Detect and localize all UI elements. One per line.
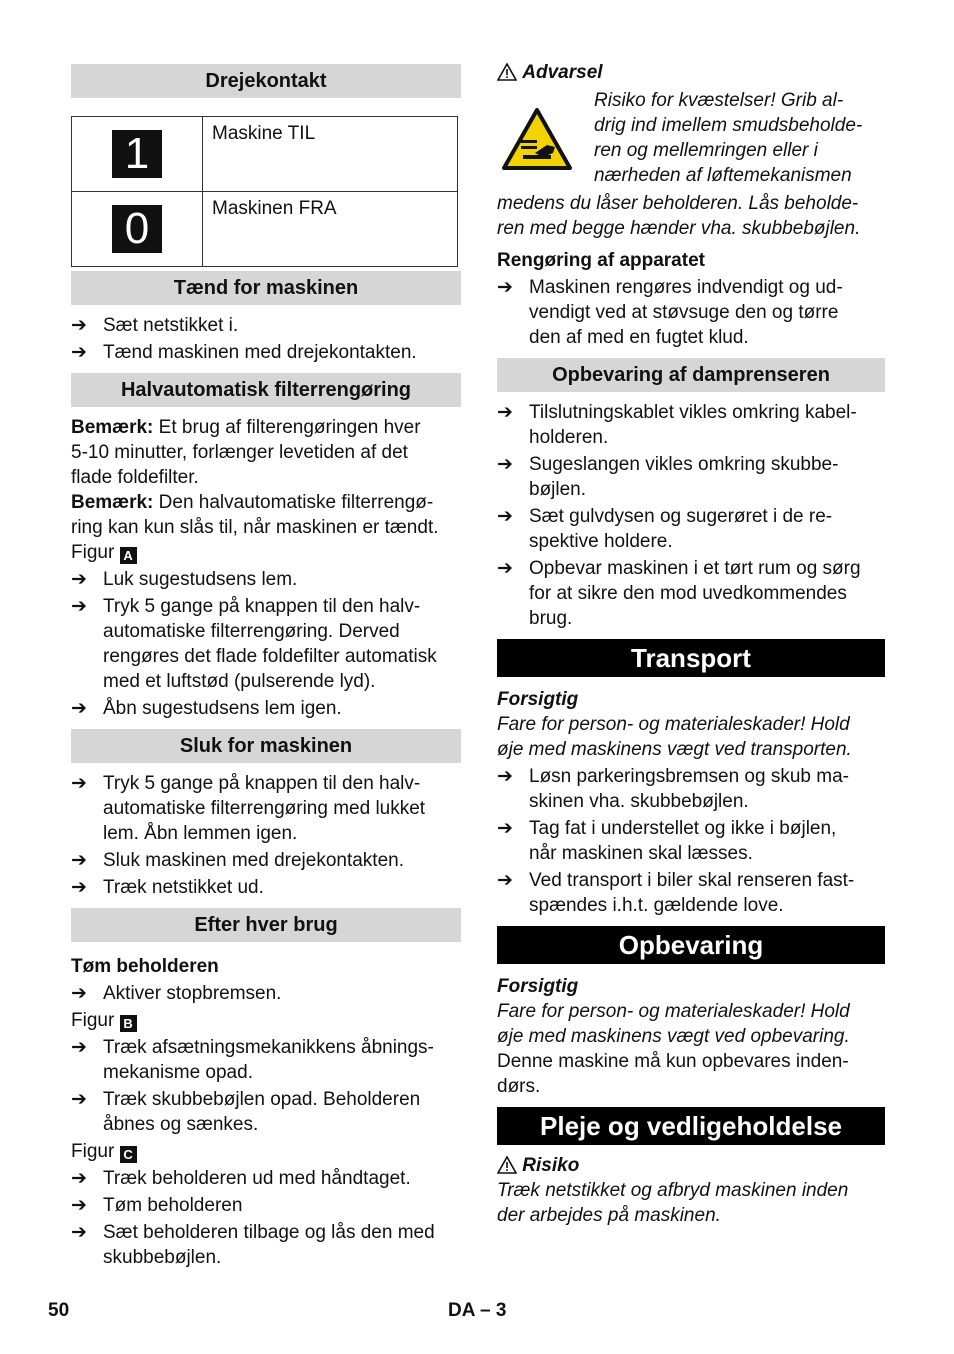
arrow-icon: ➔ <box>71 596 87 617</box>
arrow-icon: ➔ <box>71 773 87 794</box>
arrow-icon: ➔ <box>71 1037 87 1058</box>
list-item: ➔ Sæt beholderen tilbage og lås den med skubbebøjlen. <box>71 1222 435 1268</box>
arrow-icon: ➔ <box>71 1195 87 1216</box>
figure-a-icon: A <box>120 547 137 564</box>
switch-row-off <box>72 192 458 267</box>
arrow-icon: ➔ <box>497 558 513 579</box>
list-item: ➔ Ved transport i biler skal renseren fast- spændes i.h.t. gældende love. <box>497 870 855 916</box>
arrow-icon: ➔ <box>497 766 513 787</box>
figure-c-icon: C <box>120 1146 137 1163</box>
arrow-icon: ➔ <box>71 698 87 719</box>
symbol-off-icon: 0 <box>112 205 162 253</box>
list-item: ➔ Tøm beholderen <box>71 1195 243 1216</box>
list-item: ➔ Træk beholderen ud med håndtaget. <box>71 1168 411 1189</box>
warning-text-continued: medens du låser beholderen. Lås beholde- ren med begge hænder vha. skubbebøjlen. <box>497 193 861 239</box>
switch-off-label: Maskinen FRA <box>203 192 458 267</box>
list-item: ➔ Sluk maskinen med drejekontakten. <box>71 850 404 871</box>
list-item: ➔ Tilslutningskablet vikles omkring kabel- holderen. <box>497 402 857 448</box>
list-item: ➔ Luk sugestudsens lem. <box>71 569 298 590</box>
figure-b-icon: B <box>120 1015 137 1032</box>
arrow-icon: ➔ <box>497 818 513 839</box>
heading-switch: Drejekontakt <box>71 64 461 98</box>
list-item: ➔ Tag fat i understellet og ikke i bøjlen, når maskinen skal læsses. <box>497 818 837 864</box>
switch-row-on <box>72 117 458 192</box>
warning-triangle-icon <box>497 63 517 81</box>
filter-steps <box>71 567 461 721</box>
risk-text: Træk netstikket og afbryd maskinen inden der arbejdes på maskinen. <box>497 1180 849 1226</box>
transport-steps <box>497 764 885 918</box>
on-steps <box>71 313 461 365</box>
figure-ref-c: Figur C <box>71 1139 461 1164</box>
arrow-icon: ➔ <box>71 1222 87 1243</box>
note-1: Bemærk: Et brug af filterengøringen hver 5-10 minutter, forlænger levetiden af det flade foldefilter. <box>71 417 421 488</box>
caution-storage-text: Fare for person- og materialeskader! Hold øje med maskinens vægt ved opbevaring. <box>497 1001 850 1047</box>
arrow-icon: ➔ <box>71 342 87 363</box>
list-item: ➔ Sæt netstikket i. <box>71 315 239 336</box>
arrow-icon: ➔ <box>497 506 513 527</box>
arrow-icon: ➔ <box>497 277 513 298</box>
list-item: ➔ Træk afsætningsmekanikkens åbnings- mekanisme opad. <box>71 1037 434 1083</box>
arrow-icon: ➔ <box>71 1168 87 1189</box>
heading-on: Tænd for maskinen <box>71 271 461 305</box>
arrow-icon: ➔ <box>71 569 87 590</box>
heading-storage: Opbevaring <box>497 926 885 964</box>
switch-table <box>71 116 458 267</box>
heading-off: Sluk for maskinen <box>71 729 461 763</box>
arrow-icon: ➔ <box>71 983 87 1004</box>
list-item: ➔ Opbevar maskinen i et tørt rum og sørg for at sikre den mod uvedkommendes brug. <box>497 558 861 629</box>
list-item: ➔ Træk netstikket ud. <box>71 877 264 898</box>
left-column <box>71 60 461 1272</box>
cleaning-title: Rengøring af apparatet <box>497 250 705 271</box>
warning-heading: Advarsel <box>497 60 885 85</box>
list-item: ➔ Maskinen rengøres indvendigt og ud- vendigt ved at støvsuge den og tørre den af med en fugtet klud. <box>497 277 843 348</box>
store-steps <box>497 400 885 631</box>
warning-triangle-icon <box>497 1156 517 1174</box>
storage-text: Denne maskine må kun opbevares inden- dørs. <box>497 1051 849 1097</box>
arrow-icon: ➔ <box>497 402 513 423</box>
arrow-icon: ➔ <box>71 1089 87 1110</box>
list-item: ➔ Tryk 5 gange på knappen til den halv- automatiske filterrengøring med lukket lem. Åbn lemmen igen. <box>71 773 426 844</box>
list-item: ➔ Løsn parkeringsbremsen og skub ma- skinen vha. skubbebøjlen. <box>497 766 849 812</box>
heading-store-steam: Opbevaring af damprenseren <box>497 358 885 392</box>
note-2: Bemærk: Den halvautomatiske filterrengø- ring kan kun slås til, når maskinen er tændt. <box>71 492 439 538</box>
list-item: ➔ Tænd maskinen med drejekontakten. <box>71 342 417 363</box>
heading-after-use: Efter hver brug <box>71 908 461 942</box>
symbol-on-icon: 1 <box>112 130 162 178</box>
heading-transport: Transport <box>497 639 885 677</box>
cleaning-steps <box>497 275 885 350</box>
arrow-icon: ➔ <box>71 877 87 898</box>
warning-block: Risiko for kvæstelser! Grib al- drig ind imellem smudsbeholde- ren og mellemringen eller i nærheden af løftemekanismen <box>497 85 885 185</box>
heading-care: Pleje og vedligeholdelse <box>497 1107 885 1145</box>
list-item: ➔ Aktiver stopbremsen. <box>71 983 282 1004</box>
arrow-icon: ➔ <box>71 315 87 336</box>
heading-filter: Halvautomatisk filterrengøring <box>71 373 461 407</box>
list-item: ➔ Åbn sugestudsens lem igen. <box>71 698 342 719</box>
figure-c-steps <box>71 1166 461 1270</box>
list-item: ➔ Sæt gulvdysen og sugerøret i de re- spektive holdere. <box>497 506 833 552</box>
caution-transport-title: Forsigtig <box>497 689 579 710</box>
risk-heading: Risiko <box>497 1153 885 1178</box>
off-steps <box>71 771 461 900</box>
arrow-icon: ➔ <box>497 870 513 891</box>
figure-ref-b: Figur B <box>71 1008 461 1033</box>
arrow-icon: ➔ <box>71 850 87 871</box>
hand-crush-warning-icon <box>501 107 573 171</box>
page-code: DA – 3 <box>448 1300 507 1321</box>
list-item: ➔ Sugeslangen vikles omkring skubbe- bøjlen. <box>497 454 839 500</box>
figure-ref-a: Figur A <box>71 540 461 565</box>
list-item: ➔ Tryk 5 gange på knappen til den halv- automatiske filterrengøring. Derved rengøres det flade foldefilter automatisk med et luftstød (pulserende lyd). <box>71 596 437 692</box>
page-number: 50 <box>48 1300 70 1321</box>
arrow-icon: ➔ <box>497 454 513 475</box>
list-item: ➔ Træk skubbebøjlen opad. Beholderen åbnes og sænkes. <box>71 1089 421 1135</box>
empty-steps <box>71 981 461 1006</box>
caution-storage-title: Forsigtig <box>497 976 579 997</box>
caution-transport-text: Fare for person- og materialeskader! Hold øje med maskinens vægt ved transporten. <box>497 714 852 760</box>
right-column <box>497 60 885 1228</box>
figure-b-steps <box>71 1035 461 1137</box>
switch-on-label: Maskine TIL <box>203 117 458 192</box>
empty-container-title: Tøm beholderen <box>71 956 219 977</box>
